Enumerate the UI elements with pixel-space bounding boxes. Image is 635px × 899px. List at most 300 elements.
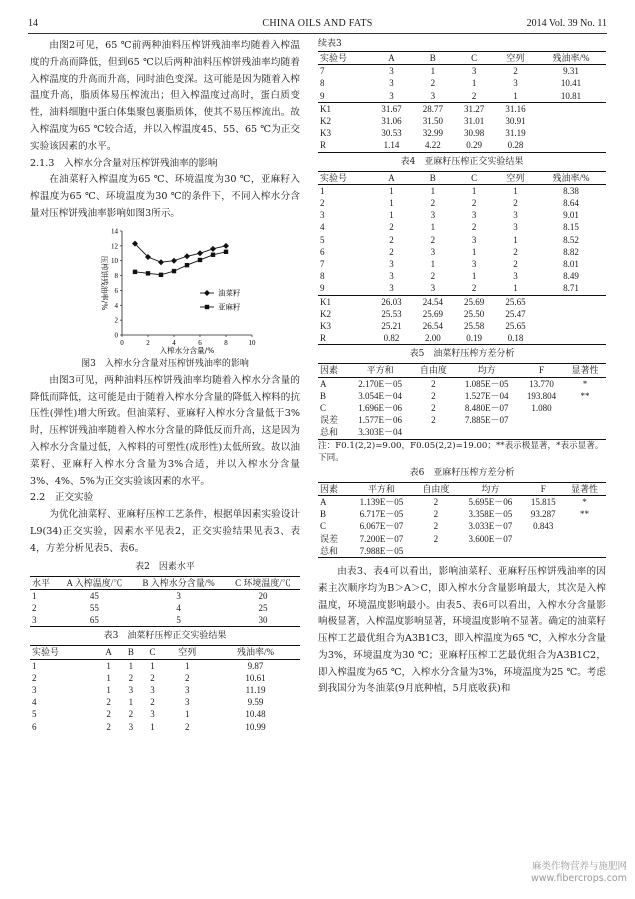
paragraph-orthogonal-design: 为优化油菜籽、亚麻籽压榨工艺条件，根据单因素实验设计L9(34)正交实验，因素水平见表2，正交实验结果见表3、表4，方差分析见表5、表6。 [30, 509, 300, 554]
data-point-square [159, 272, 163, 276]
table-row [318, 295, 606, 308]
table-cell: 2 [431, 390, 436, 401]
column-header: 实验号 [320, 172, 348, 183]
table-cell: 2 [184, 721, 190, 732]
table-cell: 3 [184, 684, 190, 695]
table-cell: K1 [320, 103, 331, 114]
table-row [318, 246, 606, 258]
x-tick-label: 0 [120, 338, 124, 347]
y-axis-label: 压榨饼残油率/% [100, 255, 109, 311]
table-cell: 2 [32, 672, 37, 683]
column-header: 残油率/% [552, 172, 590, 183]
table-row [318, 508, 606, 520]
column-header: 显著性 [571, 365, 599, 376]
table-cell: 1 [320, 185, 325, 196]
table-cell: 3 [471, 234, 477, 245]
table-row [318, 234, 606, 246]
table-row [30, 684, 300, 696]
table-cell [414, 545, 457, 558]
table-cell: 8.71 [563, 283, 579, 294]
legend-marker-diamond [204, 290, 210, 296]
table-cell: 1 [430, 259, 436, 270]
table-cell [536, 127, 606, 139]
table-row [318, 270, 606, 282]
table-cell [564, 402, 606, 414]
table-cell [536, 102, 606, 115]
table-row [30, 708, 300, 720]
section-heading-2-2: 2.2 正交实验 [30, 492, 94, 504]
table-cell: 2 [320, 198, 325, 209]
table-cell: K3 [320, 321, 331, 332]
table-cell: 3 [32, 684, 37, 695]
table-cell: 25.50 [464, 308, 485, 319]
y-tick-label: 10 [111, 256, 118, 265]
table-cell: 15.815 [530, 496, 556, 507]
table-cell: 4 [320, 222, 325, 233]
table-cell: 9.31 [563, 66, 579, 77]
table-cell: 193.804 [526, 390, 557, 401]
table-cell: 0.82 [383, 333, 400, 344]
table-cell: 3 [430, 246, 436, 257]
table-cell: 30 [258, 615, 268, 626]
table-row [318, 258, 606, 270]
table-cell: 1 [513, 234, 518, 245]
table-cell: 2 [433, 521, 439, 532]
table-cell: 9.59 [247, 697, 264, 708]
table-cell: 1 [150, 721, 155, 732]
column-header: A [388, 53, 395, 63]
table-cell: 2 [513, 246, 518, 257]
data-point-diamond [158, 259, 164, 265]
watermark-cn: 麻类作物营养与施肥网 [531, 861, 627, 872]
column-header: 残油率/% [237, 647, 275, 658]
table-cell: 2 [431, 415, 436, 426]
table-cell: 20 [258, 590, 268, 601]
table-cell: 总和 [320, 427, 339, 438]
table-cell: 1 [128, 697, 134, 708]
table-cell: 6 [32, 721, 37, 732]
table-cell: 2 [128, 672, 134, 683]
table-cell: 2 [471, 283, 477, 294]
table-cell: 2 [106, 721, 111, 732]
table-cell [523, 533, 563, 545]
legend-marker-square [205, 305, 209, 309]
table-cell: 3 [389, 90, 394, 101]
table-cell: 4.22 [424, 140, 441, 151]
y-tick-label: 0 [114, 331, 118, 340]
table-cell: 8.01 [563, 259, 579, 270]
table-cell: 8.64 [563, 198, 579, 209]
table-cell: 1 [106, 684, 111, 695]
table-cell [563, 533, 606, 545]
table-6-caption: 表6 亚麻籽压榨方差分析 [409, 467, 515, 478]
table-row [318, 77, 606, 89]
table-cell: 31.06 [381, 116, 402, 127]
table-cell: 2 [184, 672, 190, 683]
y-tick-label: 12 [111, 242, 118, 251]
table-cell: 3 [471, 259, 477, 270]
table-row [318, 184, 606, 197]
table-cell: 3 [471, 66, 477, 77]
column-header: C 环境温度/℃ [235, 577, 291, 588]
table-cell: 31.19 [505, 128, 526, 139]
column-header: B [127, 647, 134, 658]
table-cell: 2 [433, 509, 439, 520]
table-cell: 45 [89, 590, 99, 601]
table-cell: 1.080 [531, 403, 552, 414]
table-row [318, 495, 606, 508]
table-cell: 3.033E－07 [468, 521, 513, 532]
table-cell: * [582, 496, 587, 507]
table-cell: R [320, 333, 327, 344]
table-cell: 2.170E－05 [358, 378, 402, 389]
table-cell: 6.067E－07 [359, 521, 404, 532]
column-header: 空列 [506, 172, 525, 183]
table-cell: 7.988E－05 [359, 545, 404, 556]
table-cell: 3 [430, 210, 436, 221]
table-row [30, 589, 300, 602]
table-cell [564, 426, 606, 439]
table-cell: 8 [320, 271, 325, 282]
table-row [318, 545, 606, 558]
table-cell [536, 308, 606, 320]
figure-3-caption: 图3 入榨水分含量对压榨饼残油率的影响 [81, 358, 249, 369]
column-header: 因素 [320, 365, 339, 376]
table-cell: 3 [513, 271, 518, 282]
table-cell: 8.82 [563, 246, 579, 257]
table-cell: 1 [389, 210, 394, 221]
table-row [318, 332, 606, 345]
table-cell: 9 [320, 90, 325, 101]
legend-label: 油菜籽 [218, 288, 241, 298]
column-header: 空列 [178, 647, 197, 658]
table-2-caption: 表2 因素水平 [135, 561, 195, 572]
table-cell: 65 [89, 615, 99, 626]
paragraph-results-conclusion: 由表3、表4可以看出，影响油菜籽、亚麻籽压榨饼残油率的因素主次顺序均为B＞A＞C，即入榨水分含量影响最大，其次是入榨温度，环境温度影响最小。由表5、表6可以看出，入榨水分含量影响极显著，入榨温度影响显著，环境温度影响不显著。确定的油菜籽压榨工艺最优组合为A3B1C3，即入榨温度为65 ℃，入榨水分含量为3%，环境温度为30 ℃；亚麻籽压榨工艺最优组合为A3B1C2，即入榨温度为65 ℃，入榨水分含量为3%，环境温度为25 ℃。考虑到我国分为冬油菜(9月底种植，5月底收获)和 [318, 565, 606, 695]
table-cell: 1 [430, 185, 436, 196]
table-cell: 26.54 [422, 321, 443, 332]
table-cell: 1 [471, 78, 477, 89]
table-cell: * [582, 378, 588, 389]
table-row [30, 614, 300, 627]
column-header: 均方 [477, 365, 496, 376]
table-cell: 6.717E－05 [359, 509, 404, 520]
table-cell: 25.21 [381, 321, 402, 332]
table-cell: 3.600E－07 [468, 533, 513, 544]
table-cell: 3.054E－04 [358, 390, 402, 401]
column-header: F [538, 365, 544, 376]
table-cell: 3 [471, 210, 477, 221]
table-cell: 3 [389, 66, 394, 77]
table-cell: 2 [433, 533, 439, 544]
table-cell: 2 [471, 198, 477, 209]
table-4-linseed-results [318, 171, 606, 346]
page-number: 14 [28, 18, 38, 29]
table-cell: 1 [106, 660, 111, 671]
y-tick-label: 8 [114, 271, 118, 280]
table-row [30, 721, 300, 733]
table-cell: 1 [513, 283, 518, 294]
column-header: 自由度 [422, 483, 450, 494]
table-cell: 2 [513, 259, 518, 270]
table-cell: 0.18 [507, 333, 524, 344]
column-header: C [471, 53, 478, 63]
data-point-diamond [171, 257, 177, 263]
table-cell: 7 [320, 66, 325, 77]
table-cell: 3 [184, 697, 190, 708]
table-cell: 3 [150, 684, 155, 695]
table-cell: 2 [150, 672, 155, 683]
table-cell: 1.696E－06 [358, 403, 402, 414]
table-cell: 8.49 [563, 271, 579, 282]
table-cell: 2 [430, 78, 436, 89]
table-cell: 30.91 [505, 116, 526, 127]
table-row [30, 696, 300, 708]
table-row [318, 209, 606, 221]
table-cell: 1 [471, 246, 477, 257]
line-chart [30, 223, 300, 355]
table-cell: 5.695E－06 [468, 496, 513, 507]
table-cell: 1 [150, 660, 155, 671]
table-cell: 1 [389, 185, 394, 196]
table-cell: 1 [471, 185, 477, 196]
table-cell: ** [580, 509, 590, 520]
table-cell [564, 414, 606, 426]
table-cell: 总和 [320, 545, 339, 556]
table-row [318, 390, 606, 402]
table-cell: 误差 [320, 533, 339, 544]
table-5-rapeseed-anova [318, 363, 606, 439]
table-cell: 31.27 [464, 103, 485, 114]
table-cell: 3 [513, 222, 518, 233]
table-cell: 3 [32, 615, 37, 626]
table-cell: 31.50 [422, 116, 443, 127]
table-cell: 2 [433, 496, 439, 507]
table-cell: 2 [471, 222, 477, 233]
table-cell: 13.770 [529, 378, 554, 389]
table-row [318, 520, 606, 532]
column-header: 水平 [32, 577, 51, 588]
journal-title: CHINA OILS AND FATS [262, 18, 373, 29]
table-cell: 1 [184, 709, 190, 720]
table-cell: 10.81 [560, 90, 582, 101]
x-tick-label: 2 [146, 338, 150, 347]
table-cell: 3 [430, 90, 436, 101]
table-cell: 3 [389, 283, 394, 294]
table-cell: 2 [513, 198, 518, 209]
table-cell [523, 545, 563, 558]
table-cell: 1 [430, 66, 436, 77]
column-header: 空列 [506, 53, 525, 63]
data-point-square [224, 249, 228, 253]
table-cell: 3 [389, 259, 394, 270]
table-cell: 5 [320, 234, 325, 245]
column-header: B [429, 53, 436, 63]
table-cell: 3 [320, 210, 325, 221]
column-header: 实验号 [32, 647, 60, 658]
data-point-square [146, 271, 150, 275]
column-header: 因素 [320, 483, 339, 494]
table-cell: 9 [320, 283, 325, 294]
table-cell: 25.58 [464, 321, 485, 332]
table-cell: 10.41 [560, 78, 582, 89]
paragraph-fig3-discussion: 由图3可见，两种油料压榨饼残油率均随着入榨水分含量的降低而降低，这可能是由于随着入榨水分含量的降低入榨料的抗压性(弹性)增大所致。但油菜籽、亚麻籽入榨水分含量低于3%时，压榨饼残油率随着入榨水分含量的降低反而升高，这是因为入榨水分含量过低，入榨料的可塑性(成形性)太低所致。故以油菜籽、亚麻籽入榨水分含量为3%合适，并以入榨水分含量3%、4%、5%为正交实验该因素的水平。 [30, 374, 300, 487]
journal-volume: 2014 Vol. 39 No. 11 [526, 18, 607, 29]
table-cell: 9.01 [563, 210, 579, 221]
column-header: C [149, 647, 156, 658]
table-cell: 1.085E－05 [464, 378, 509, 389]
data-point-diamond [210, 246, 216, 252]
table-cell: 8.15 [563, 222, 579, 233]
table-row [30, 672, 300, 684]
table-cell: 7.200E－07 [359, 533, 404, 544]
table-cell: 31.67 [381, 103, 402, 114]
table-6-linseed-anova [318, 482, 606, 558]
table-cell: 1 [389, 198, 394, 209]
paragraph-fig2-discussion: 由图2可见，65 ℃前两种油料压榨饼残油率均随着入榨温度的升高而降低，但到65 ℃以后两种油料压榨饼残油率均随着入榨温度的升高而升高，同时油色变深。这可能是因为随着入榨温度升高，脂质体易压榨流出；但入榨温度过高时，蛋白质变性，油料细胞中蛋白体集聚包裹脂质体，使其不易压榨流出。故入榨温度为65 ℃较合适，并以入榨温度45、55、65 ℃为正交实验该因素的水平。 [30, 40, 300, 152]
x-tick-label: 10 [248, 338, 256, 347]
table-cell: 2 [389, 222, 394, 233]
table-row [318, 65, 606, 78]
table-cell: 3 [128, 721, 134, 732]
table-cell: 30.98 [464, 128, 485, 139]
table-cell: 0.28 [507, 140, 524, 151]
column-header: B 入榨水分含量/% [142, 577, 215, 588]
table-cell: 5 [176, 615, 181, 626]
table-cell [563, 520, 606, 532]
table-cell: 3 [176, 590, 181, 601]
watermark-url: www.fibercrops.com [530, 873, 627, 884]
table-cell [536, 295, 606, 308]
table-cell: 2 [513, 66, 518, 77]
table-cell: 2 [150, 697, 155, 708]
data-point-square [198, 258, 202, 262]
table-cell [563, 545, 606, 558]
table-cell: 3 [513, 78, 518, 89]
figure-3 [30, 223, 300, 355]
table-cell: 3 [430, 283, 436, 294]
table-cell: 4 [176, 602, 181, 613]
data-point-diamond [223, 243, 229, 249]
table-cell: 1.577E－06 [358, 415, 402, 426]
table-cell: 2 [106, 709, 111, 720]
table-cell: 2 [430, 198, 436, 209]
x-tick-label: 8 [224, 338, 228, 347]
column-header: 实验号 [320, 53, 348, 63]
table-cell: 3 [389, 271, 394, 282]
table-cell: 6 [320, 246, 325, 257]
column-header: 均方 [481, 483, 500, 494]
y-tick-label: 14 [111, 227, 118, 236]
table-cell: 7 [320, 259, 325, 270]
running-header [28, 18, 607, 32]
table-cell: 2 [431, 378, 436, 389]
table-cell: 25 [258, 602, 268, 613]
table-row [318, 533, 606, 545]
table-cell: 25.69 [464, 296, 485, 307]
table-cell: K2 [320, 308, 331, 319]
table-cell: 10.61 [245, 672, 266, 683]
table-cell: A [320, 496, 327, 507]
table-cell: 1.527E－04 [464, 390, 509, 401]
table-cell: K1 [320, 296, 331, 307]
table-cell: 25.47 [505, 308, 526, 319]
table-cell: 1.14 [383, 140, 400, 151]
table-3-rapeseed-results [30, 645, 300, 732]
table-cell: 3 [128, 684, 134, 695]
table-cell: 5 [32, 709, 37, 720]
column-header: F [540, 483, 546, 494]
table-2-factor-levels [30, 576, 300, 628]
table-cell: K3 [320, 128, 331, 139]
table-cell: 31.16 [505, 103, 526, 114]
table-cell: C [320, 403, 327, 414]
table-cell: A [320, 378, 327, 389]
table-row [318, 197, 606, 209]
table-cell: 25.69 [422, 308, 443, 319]
column-header: 自由度 [419, 365, 447, 376]
section-heading-2-1-3: 2.1.3 入榨水分含量对压榨饼残油率的影响 [30, 157, 218, 169]
table-cell: 10.48 [245, 709, 266, 720]
table-cell [536, 115, 606, 127]
table-row [318, 139, 606, 152]
table-cell: 3.303E－04 [358, 427, 402, 438]
table-cell [536, 139, 606, 152]
table-cell: 8 [320, 78, 325, 89]
table-cell: 55 [89, 602, 99, 613]
table-cell: B [320, 390, 327, 401]
table-row [318, 377, 606, 390]
column-header: 残油率/% [552, 53, 590, 63]
table-cell: 2 [32, 602, 37, 613]
table-3-continued [318, 51, 606, 153]
table-cell: K2 [320, 116, 331, 127]
table-cell: 1 [106, 672, 111, 683]
table-cell: 3 [150, 709, 155, 720]
table-cell: 30.53 [381, 128, 402, 139]
table-cell: 1 [513, 90, 518, 101]
table-cell: 11.19 [245, 684, 266, 695]
y-tick-label: 6 [114, 286, 118, 295]
legend-label: 亚麻籽 [218, 302, 241, 312]
y-tick-label: 4 [114, 301, 118, 310]
table-cell: 8.52 [563, 234, 579, 245]
column-header: A [388, 172, 395, 183]
table-cell: 1 [184, 660, 190, 671]
table-cell: 4 [32, 697, 37, 708]
table-row [318, 102, 606, 115]
column-header: B [429, 172, 436, 183]
table-5-caption: 表5 油菜籽压榨方差分析 [409, 349, 515, 360]
table-cell: 1 [128, 660, 134, 671]
table-cell: 8.480E－07 [464, 403, 509, 414]
table-cell: 2 [389, 234, 394, 245]
table-row [318, 90, 606, 103]
x-axis-label: 入榨水分含量/% [159, 345, 215, 355]
table-cell [536, 332, 606, 345]
table-cell: C [320, 521, 327, 532]
table-5-note: 注：F0.1(2,2)=9.00，F0.05(2,2)=19.00；**表示极显著，*表示显著。下同。 [318, 440, 604, 463]
data-point-square [211, 252, 215, 256]
table-cell: 0.29 [466, 140, 482, 151]
table-3-caption: 表3 油菜籽压榨正交实验结果 [103, 631, 227, 642]
right-column [318, 38, 606, 698]
table-cell: 2 [389, 246, 394, 257]
table-cell: 93.287 [530, 509, 556, 520]
left-column [30, 38, 300, 733]
table-3-continued-caption: 续表3 [318, 39, 342, 49]
column-header: 平方和 [366, 365, 394, 376]
